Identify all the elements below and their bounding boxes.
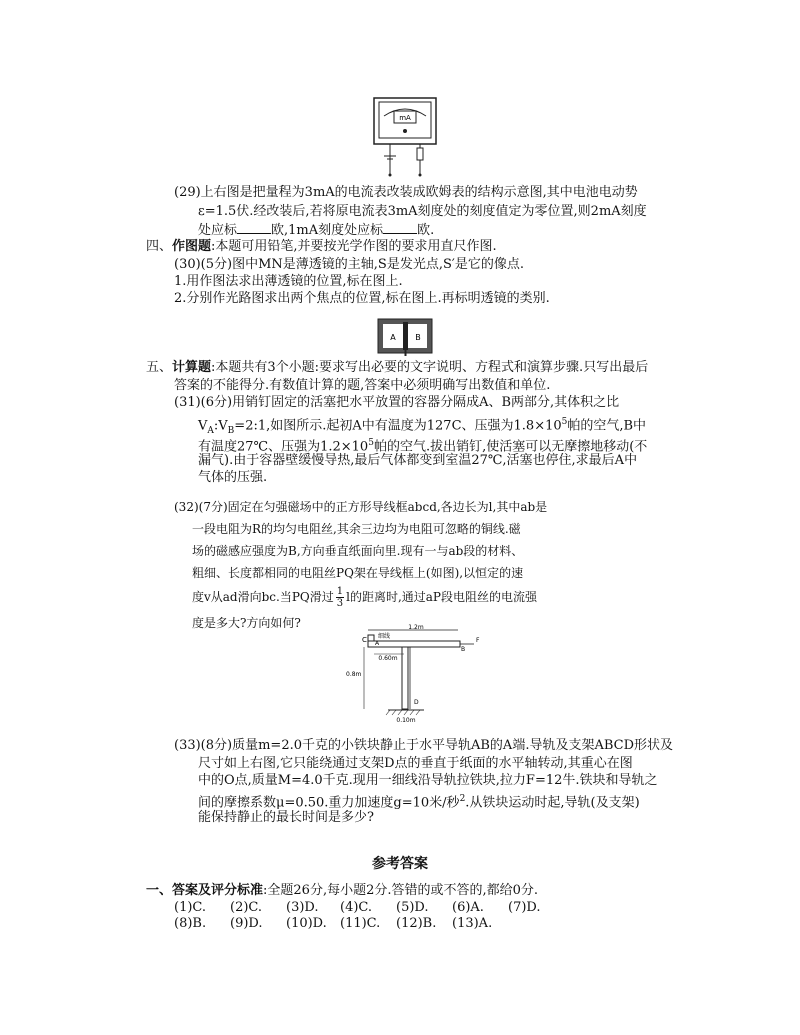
answer-item: (10)D. [286, 916, 327, 931]
q31-sub-b: B [227, 425, 235, 436]
box-a-label: A [390, 333, 396, 342]
answers-head: 答案及评分标准 [172, 883, 264, 898]
point-b: B [461, 646, 466, 653]
section-5-title: 计算题 [172, 360, 212, 375]
dim-left: 0.8m [346, 671, 362, 678]
section-5-num: 五、 [146, 360, 173, 375]
ohmmeter-figure [372, 96, 438, 178]
section-4-heading [146, 239, 497, 255]
q31-exp-1: 5 [561, 417, 568, 427]
answer-item: (12)B. [396, 916, 437, 931]
section-5-heading [146, 360, 648, 376]
dim-mid: 0.60m [378, 655, 398, 662]
q29-line3 [198, 221, 434, 239]
answers-row-1 [0, 900, 800, 916]
q33-line2: 尺寸如上右图,它只能绕通过支架D点的垂直于纸面的水平轴转动,其重心在图 [198, 756, 633, 771]
answers-num: 一、 [146, 883, 173, 898]
answer-item: (7)D. [508, 900, 541, 915]
rod-label: 细线 [378, 633, 391, 640]
rail-stand-figure [340, 624, 490, 724]
dim-top: 1.2m [408, 624, 424, 631]
q29-line3c: 欧. [417, 223, 435, 238]
q31-v: V [198, 418, 208, 434]
q32-line2: 一段电阻为R的均匀电阻丝,其余三边均为电阻可忽略的铜线.磁 [192, 522, 521, 536]
section-4-rest: :本题可用铅笔,并要按光学作图的要求用直尺作图. [211, 239, 497, 254]
answers-heading [146, 883, 538, 899]
point-a: A [375, 640, 380, 647]
q31-exp-2: 5 [368, 438, 374, 448]
answers-title: 参考答案 [372, 856, 428, 872]
q31-line4: 漏气).由于容器壁缓慢导热,最后气体都变到室温27℃,活塞也停住,求最后A中 [198, 453, 638, 468]
force-label: F [476, 637, 480, 644]
meter-label: mA [399, 114, 411, 122]
q33-line3: 中的O点,质量M=4.0千克.现用一细线沿导轨拉铁块,拉力F=12牛.铁块和导轨之 [198, 773, 658, 788]
point-c: C [362, 636, 367, 644]
section-5-line2: 答案的不能得分.有数值计算的题,答案中必须明确写出数值和单位. [174, 378, 551, 393]
answer-item: (8)B. [174, 916, 207, 931]
q32-frac-num: 1 [336, 586, 344, 597]
q31-line2-tail: 帕的空气,B中 [567, 418, 647, 434]
q31-line1: (31)(6分)用销钉固定的活塞把水平放置的容器分隔成A、B两部分,其体积之比 [174, 395, 620, 410]
q32-line4: 粗细、长度都相同的电阻丝PQ架在导线框上(如图),以恒定的速 [192, 566, 524, 580]
answer-item: (2)C. [230, 900, 263, 915]
q31-line3-tail: 帕的空气.拔出销钉,使活塞可以无摩擦地移动(不 [373, 439, 648, 455]
answer-item: (1)C. [174, 900, 207, 915]
q31-line2-text: =2:1,如图所示.起初A中有温度为127C、压强为1.8×10 [234, 418, 562, 434]
q32-line3: 场的磁感应强度为B,方向垂直纸面向里.现有一与ab段的材料、 [192, 544, 524, 558]
q29-line2: ε=1.5伏.经改装后,若将原电流表3mA刻度处的刻度值定为零位置,则2mA刻度 [198, 204, 647, 219]
point-d: D [414, 699, 419, 706]
answer-item: (13)A. [452, 916, 493, 931]
q31-colon-v: :V [213, 418, 228, 434]
q30-line3: 2.分别作光路图求出两个焦点的位置,标在图上.再标明透镜的类别. [174, 291, 550, 306]
q33-line4-text: 间的摩擦系数μ=0.50.重力加速度g=10米/秒 [198, 795, 460, 811]
answers-rest: :全题26分,每小题2分.答错的或不答的,都给0分. [263, 883, 539, 898]
q33-line5: 能保持静止的最长时间是多少? [198, 810, 374, 825]
section-5-rest: :本题共有3个小题:要求写出必要的文字说明、方程式和演算步骤.只写出最后 [211, 360, 649, 375]
q33-line4 [198, 791, 640, 811]
q33-line1: (33)(8分)质量m=2.0千克的小铁块静止于水平导轨AB的A端.导轨及支架ABCD形状及 [174, 738, 674, 753]
q32-line6: 度是多大?方向如何? [192, 616, 301, 630]
q32-line5-text: 度v从ad滑向bc.当PQ滑过 [192, 590, 334, 604]
q31-line3-text: 有温度27℃、压强为1.2×10 [198, 439, 369, 455]
section-4-num: 四、 [146, 239, 173, 254]
q32-fraction [336, 586, 344, 609]
answers-row-2 [0, 916, 800, 932]
q29-line3a: 处应标 [198, 223, 238, 238]
q29-line1: (29)上右图是把量程为3mA的电流表改装成欧姆表的结构示意图,其中电池电动势 [174, 185, 638, 200]
answer-item: (5)D. [396, 900, 429, 915]
answer-blank-2 [383, 221, 417, 234]
q32-line5 [192, 586, 537, 609]
q30-line2: 1.用作图法求出薄透镜的位置,标在图上. [174, 274, 403, 289]
box-b-label: B [415, 333, 421, 342]
container-figure [377, 318, 433, 356]
answer-item: (3)D. [286, 900, 319, 915]
answer-item: (6)A. [452, 900, 484, 915]
answer-item: (11)C. [340, 916, 381, 931]
answer-blank-1 [237, 221, 271, 234]
q31-line5: 气体的压强. [198, 470, 268, 485]
answer-item: (9)D. [230, 916, 263, 931]
q33-exp: 2 [459, 794, 466, 804]
answer-item: (4)C. [340, 900, 373, 915]
q32-line1: (32)(7分)固定在匀强磁场中的正方形导线框abcd,各边长为l,其中ab是 [174, 500, 548, 514]
q32-line5-tail: l的距离时,通过aP段电阻丝的电流强 [346, 590, 538, 604]
q30-line1: (30)(5分)图中MN是薄透镜的主轴,S是发光点,S′是它的像点. [174, 257, 524, 272]
q32-frac-den: 3 [336, 598, 344, 609]
section-4-title: 作图题 [172, 239, 212, 254]
q29-line3b: 欧,1mA刻度处应标 [271, 223, 384, 238]
dim-bottom: 0.10m [396, 717, 416, 724]
q33-line4-tail: .从铁块运动时起,导轨(及支架) [465, 795, 640, 811]
q31-sub-a: A [207, 425, 214, 436]
